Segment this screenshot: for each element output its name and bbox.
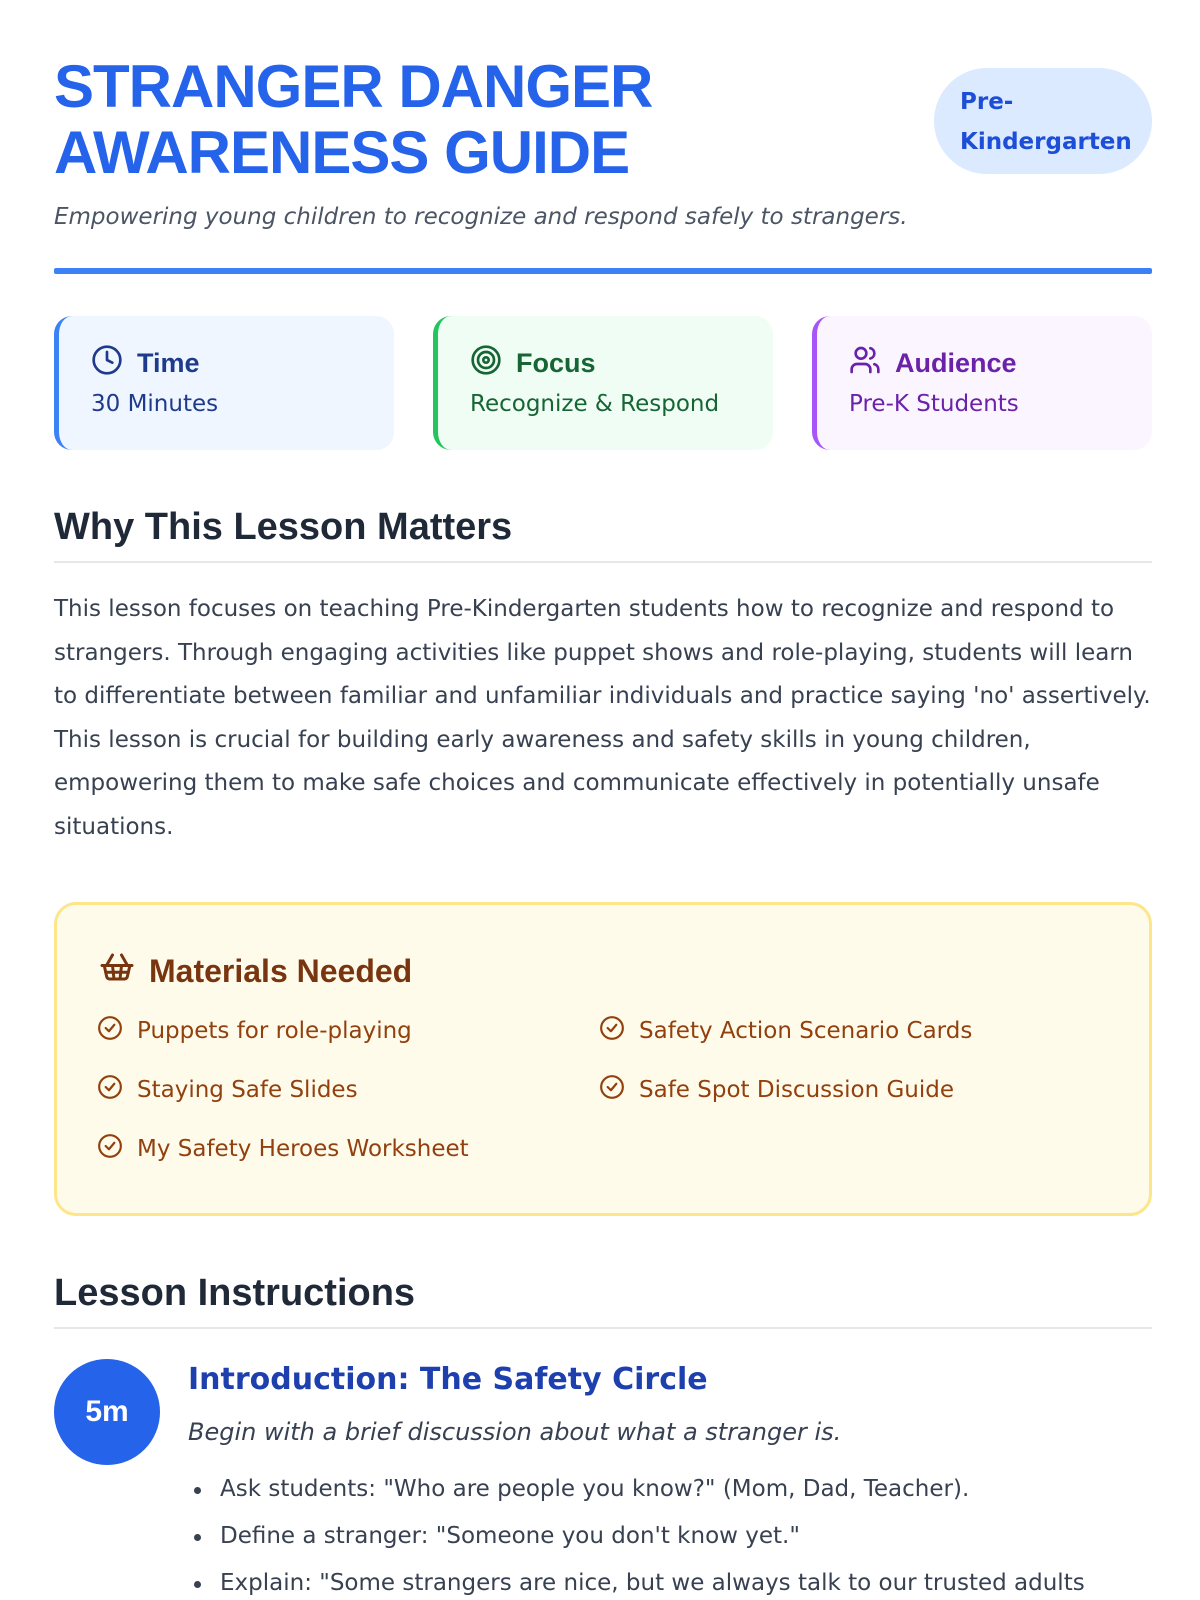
step-title: Introduction: The Safety Circle — [188, 1362, 708, 1397]
info-card-value: Recognize & Respond — [470, 391, 720, 417]
basket-icon — [99, 949, 135, 993]
grade-badge: Pre-Kindergarten — [934, 68, 1152, 174]
step-duration-badge: 5m — [54, 1359, 160, 1465]
why-heading: Why This Lesson Matters — [54, 506, 1152, 563]
materials-box — [54, 902, 1152, 1216]
info-cards — [54, 316, 1152, 450]
step-bullet-list — [188, 1466, 1148, 1600]
page-subtitle: Empowering young children to recognize and respond safely to strangers. — [54, 204, 908, 230]
material-item: Safe Spot Discussion Guide — [599, 1074, 954, 1106]
info-card-label: Focus — [516, 348, 596, 378]
info-card-audience — [812, 316, 1152, 450]
info-card-time — [54, 316, 394, 450]
header — [54, 50, 1152, 190]
check-circle-icon — [97, 1133, 123, 1165]
check-circle-icon — [97, 1074, 123, 1106]
materials-heading: Materials Needed — [149, 952, 413, 989]
header-divider — [54, 268, 1152, 274]
material-item: Staying Safe Slides — [97, 1074, 358, 1106]
step-description: Begin with a brief discussion about what a stranger is. — [188, 1418, 842, 1446]
instructions-heading: Lesson Instructions — [54, 1272, 1152, 1329]
check-circle-icon — [599, 1074, 625, 1106]
info-card-focus — [433, 316, 773, 450]
target-icon — [470, 344, 502, 383]
list-item: Ask students: "Who are people you know?" (Mom, Dad, Teacher). — [188, 1466, 1148, 1513]
lesson-page — [54, 0, 1152, 1600]
material-item: Puppets for role-playing — [97, 1015, 412, 1047]
info-card-value: Pre-K Students — [849, 391, 1019, 417]
list-item: Define a stranger: "Someone you don't know yet." — [188, 1513, 1148, 1560]
list-item: Explain: "Some strangers are nice, but we always talk to our trusted adults — [188, 1560, 1148, 1600]
info-card-label: Audience — [895, 348, 1017, 378]
check-circle-icon — [599, 1015, 625, 1047]
info-card-label: Time — [137, 348, 200, 378]
material-item: Safety Action Scenario Cards — [599, 1015, 972, 1047]
users-icon — [849, 344, 881, 383]
clock-icon — [91, 344, 123, 383]
info-card-value: 30 Minutes — [91, 391, 219, 417]
why-body: This lesson focuses on teaching Pre-Kindergarten students how to recognize and respond to strangers. Through engaging activities like puppet shows and role-playing, students will learn to differentiate between familiar and unfamiliar individuals and practice saying 'no' assertively. This lesson is crucial for building early awareness and safety skills in young children, empowering them to make safe choices and communicate effectively in potentially unsafe situations. — [54, 596, 1151, 840]
check-circle-icon — [97, 1015, 123, 1047]
page-title: STRANGER DANGER AWARENESS GUIDE — [54, 53, 653, 186]
material-item: My Safety Heroes Worksheet — [97, 1133, 469, 1165]
materials-header — [99, 949, 412, 993]
